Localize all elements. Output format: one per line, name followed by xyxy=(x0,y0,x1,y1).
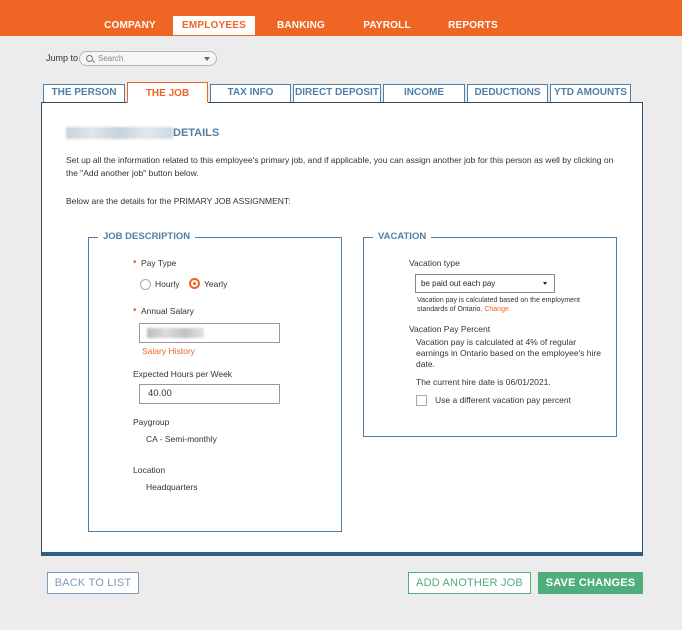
tab-ytd-amounts[interactable]: YTD AMOUNTS xyxy=(550,84,631,102)
pay-type-yearly-radio[interactable] xyxy=(189,278,200,289)
pay-type-label: Pay Type xyxy=(141,258,177,268)
vacation-type-note xyxy=(417,296,592,314)
nav-company[interactable]: COMPANY xyxy=(104,20,156,31)
nav-employees[interactable]: EMPLOYEES xyxy=(173,16,255,35)
pay-type-hourly-label[interactable]: Hourly xyxy=(155,279,180,289)
pay-type-yearly-label[interactable]: Yearly xyxy=(204,279,228,289)
vacation-legend: VACATION xyxy=(373,231,431,242)
annual-salary-label: Annual Salary xyxy=(141,306,194,316)
paygroup-label: Paygroup xyxy=(133,417,170,427)
tab-deductions[interactable]: DEDUCTIONS xyxy=(467,84,548,102)
page-title: DETAILS xyxy=(173,127,220,139)
different-vacation-percent-label[interactable]: Use a different vacation pay percent xyxy=(435,395,571,405)
vacation-pay-percent-label: Vacation Pay Percent xyxy=(409,324,491,334)
pay-type-hourly-radio[interactable] xyxy=(140,279,151,290)
primary-job-note: Below are the details for the PRIMARY JOB ASSIGNMENT: xyxy=(66,196,291,206)
hours-per-week-input[interactable]: 40.00 xyxy=(139,384,280,404)
chevron-down-icon xyxy=(543,282,547,285)
tab-tax-info[interactable]: TAX INFO xyxy=(210,84,291,102)
location-label: Location xyxy=(133,465,166,475)
tab-the-person[interactable]: THE PERSON xyxy=(43,84,125,102)
required-marker: • xyxy=(133,257,137,268)
vacation-type-label: Vacation type xyxy=(409,258,460,268)
location-value: Headquarters xyxy=(146,482,198,492)
jump-to-label: Jump to xyxy=(46,53,79,63)
top-nav-bar xyxy=(0,0,682,36)
required-marker: • xyxy=(133,305,137,316)
hire-date-text: The current hire date is 06/01/2021. xyxy=(416,377,551,387)
back-to-list-button[interactable]: BACK TO LIST xyxy=(47,572,139,594)
different-vacation-percent-checkbox[interactable] xyxy=(416,395,427,406)
jump-search-dropdown[interactable] xyxy=(79,51,217,66)
vacation-type-select[interactable] xyxy=(415,274,555,293)
search-icon xyxy=(86,55,93,62)
nav-reports[interactable]: REPORTS xyxy=(448,20,498,31)
vacation-type-value: be paid out each pay xyxy=(421,279,496,288)
job-description-legend: JOB DESCRIPTION xyxy=(98,231,195,242)
change-link[interactable]: Change xyxy=(484,306,509,313)
paygroup-value: CA - Semi-monthly xyxy=(146,434,217,444)
chevron-down-icon xyxy=(204,57,210,61)
nav-banking[interactable]: BANKING xyxy=(276,20,326,31)
tab-the-job[interactable]: THE JOB xyxy=(127,82,208,103)
redacted-salary-value xyxy=(147,328,204,338)
tab-income[interactable]: INCOME xyxy=(383,84,465,102)
annual-salary-input[interactable] xyxy=(139,323,280,343)
vacation-pay-percent-text: Vacation pay is calculated at 4% of regular earnings in Ontario based on the employee's hire date. xyxy=(416,337,601,369)
hours-per-week-label: Expected Hours per Week xyxy=(133,369,233,379)
intro-text: Set up all the information related to this employee's primary job, and if applicable, you can assign another job for this person as well by clicking on the "Add another job" button below. xyxy=(66,155,614,178)
nav-payroll[interactable]: PAYROLL xyxy=(363,20,411,31)
vacation-type-note-text: Vacation pay is calculated based on the employment standards of Ontario. xyxy=(417,297,580,313)
redacted-employee-name xyxy=(66,127,173,139)
jump-search-placeholder: Search xyxy=(98,54,124,63)
tab-direct-deposit[interactable]: DIRECT DEPOSIT xyxy=(293,84,381,102)
salary-history-link[interactable]: Salary History xyxy=(142,346,195,356)
save-changes-button[interactable]: SAVE CHANGES xyxy=(538,572,643,594)
add-another-job-button[interactable]: ADD ANOTHER JOB xyxy=(408,572,531,594)
